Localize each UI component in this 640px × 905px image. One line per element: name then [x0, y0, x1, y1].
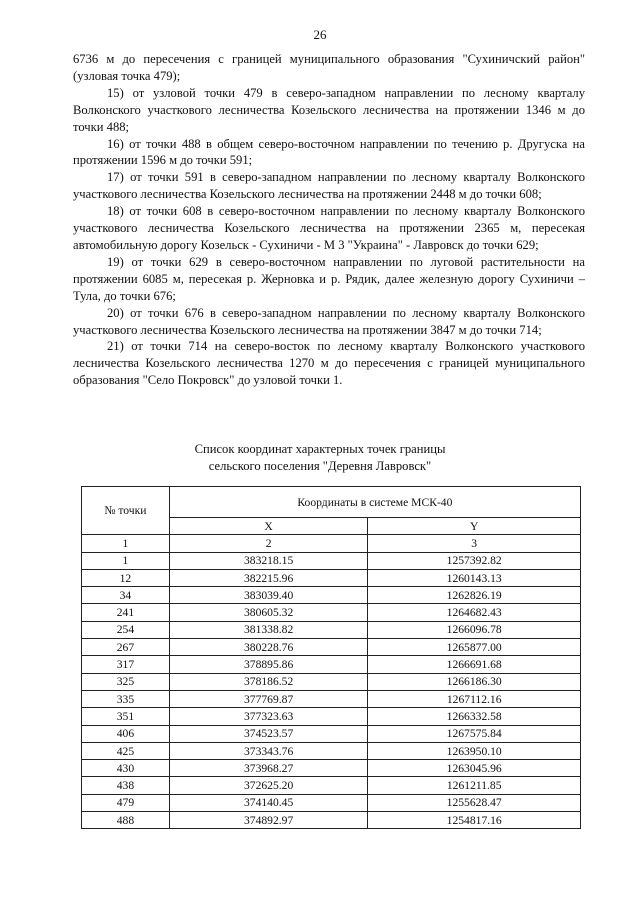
x-coordinate-cell: 382215.96: [169, 569, 368, 586]
table-row: [82, 621, 581, 638]
point-number-cell: 267: [82, 639, 170, 656]
table-row: [82, 569, 581, 586]
point-number-cell: 34: [82, 587, 170, 604]
header-coordinate-system: Координаты в системе МСК-40: [169, 487, 580, 518]
table-row: [82, 812, 581, 829]
header-x: X: [169, 518, 368, 535]
x-coordinate-cell: 372625.20: [169, 777, 368, 794]
index-cell: 1: [82, 535, 170, 552]
y-coordinate-cell: 1264682.43: [368, 604, 581, 621]
y-coordinate-cell: 1266332.58: [368, 708, 581, 725]
paragraph-16: 16) от точки 488 в общем северо-восточном направлении по течению р. Другуска на протяжении 1596 м до точки 591;: [73, 136, 585, 168]
table-row: [82, 587, 581, 604]
x-coordinate-cell: 374140.45: [169, 794, 368, 811]
table-row: [82, 552, 581, 569]
table-row: [82, 794, 581, 811]
table-row: [82, 777, 581, 794]
x-coordinate-cell: 377769.87: [169, 690, 368, 707]
paragraph-15: 15) от узловой точки 479 в северо-западном направлении по лесному кварталу Волконского участкового лесничества Козельского лесничества на протяжении 1346 м до точки 488;: [73, 85, 585, 134]
y-coordinate-cell: 1267112.16: [368, 690, 581, 707]
page-number: 26: [313, 27, 327, 42]
header-point-number: № точки: [82, 487, 170, 535]
table-row: [82, 708, 581, 725]
boundary-description: [73, 51, 585, 389]
x-coordinate-cell: 373968.27: [169, 760, 368, 777]
x-coordinate-cell: 377323.63: [169, 708, 368, 725]
table-row: [82, 725, 581, 742]
paragraph-18: 18) от точки 608 в северо-восточном направлении по лесному кварталу Волконского участкового лесничества Козельского лесничества на протяжении 2365 м, пересекая автомобильную дорогу Козельск - Сухиничи - М 3 "Украина" - Лавровск до точки 629;: [73, 204, 585, 252]
y-coordinate-cell: 1261211.85: [368, 777, 581, 794]
paragraph-21: 21) от точки 714 на северо-восток по лесному кварталу Волконского участкового лесничества Козельского лесничества 1270 м до пересечения с границей муниципального образования "Село Покровск" до узловой точки 1.: [73, 339, 585, 388]
table-row: [82, 639, 581, 656]
point-number-cell: 488: [82, 812, 170, 829]
x-coordinate-cell: 378186.52: [169, 673, 368, 690]
x-coordinate-cell: 380605.32: [169, 604, 368, 621]
header-y: Y: [368, 518, 581, 535]
table-row: [82, 656, 581, 673]
table-row: [82, 742, 581, 759]
table-row: [82, 760, 581, 777]
caption-line-2: сельского поселения "Деревня Лавровск": [208, 459, 432, 473]
y-coordinate-cell: 1267575.84: [368, 725, 581, 742]
y-coordinate-cell: 1265877.00: [368, 639, 581, 656]
point-number-cell: 479: [82, 794, 170, 811]
y-coordinate-cell: 1254817.16: [368, 812, 581, 829]
x-coordinate-cell: 374892.97: [169, 812, 368, 829]
y-coordinate-cell: 1255628.47: [368, 794, 581, 811]
point-number-cell: 12: [82, 569, 170, 586]
point-number-cell: 254: [82, 621, 170, 638]
table-row: [82, 673, 581, 690]
paragraph-19: 19) от точки 629 в северо-восточном направлении по луговой растительности на протяжении 6085 м, пересекая р. Жерновка и р. Рядик, далее железную дорогу Сухиничи – Тула, до точки 676;: [73, 254, 585, 303]
paragraph-continuation: 6736 м до пересечения с границей муниципального образования "Сухиничский район" (узловая точка 479);: [73, 52, 585, 83]
x-coordinate-cell: 373343.76: [169, 742, 368, 759]
y-coordinate-cell: 1263950.10: [368, 742, 581, 759]
table-header-row: [82, 487, 581, 518]
x-coordinate-cell: 383218.15: [169, 552, 368, 569]
x-coordinate-cell: 381338.82: [169, 621, 368, 638]
point-number-cell: 430: [82, 760, 170, 777]
y-coordinate-cell: 1262826.19: [368, 587, 581, 604]
y-coordinate-cell: 1263045.96: [368, 760, 581, 777]
table-row: [82, 690, 581, 707]
point-number-cell: 325: [82, 673, 170, 690]
point-number-cell: 425: [82, 742, 170, 759]
paragraph-20: 20) от точки 676 в северо-западном направлении по лесному кварталу Волконского участкового лесничества Козельского лесничества на протяжении 3847 м до точки 714;: [73, 305, 585, 337]
y-coordinate-cell: 1257392.82: [368, 552, 581, 569]
table-body: [82, 552, 581, 829]
table-row: [82, 604, 581, 621]
coordinates-table: [81, 486, 581, 829]
table-caption: [0, 441, 640, 475]
caption-line-1: Список координат характерных точек границы: [194, 442, 446, 456]
point-number-cell: 241: [82, 604, 170, 621]
point-number-cell: 335: [82, 690, 170, 707]
y-coordinate-cell: 1260143.13: [368, 569, 581, 586]
index-cell: 2: [169, 535, 368, 552]
point-number-cell: 317: [82, 656, 170, 673]
x-coordinate-cell: 378895.86: [169, 656, 368, 673]
paragraph-17: 17) от точки 591 в северо-западном направлении по лесному кварталу Волконского участкового лесничества Козельского лесничества на протяжении 2448 м до точки 608;: [73, 170, 585, 202]
x-coordinate-cell: 383039.40: [169, 587, 368, 604]
point-number-cell: 406: [82, 725, 170, 742]
y-coordinate-cell: 1266096.78: [368, 621, 581, 638]
x-coordinate-cell: 374523.57: [169, 725, 368, 742]
y-coordinate-cell: 1266186.30: [368, 673, 581, 690]
index-cell: 3: [368, 535, 581, 552]
point-number-cell: 438: [82, 777, 170, 794]
x-coordinate-cell: 380228.76: [169, 639, 368, 656]
point-number-cell: 351: [82, 708, 170, 725]
y-coordinate-cell: 1266691.68: [368, 656, 581, 673]
point-number-cell: 1: [82, 552, 170, 569]
table-index-row: [82, 535, 581, 552]
